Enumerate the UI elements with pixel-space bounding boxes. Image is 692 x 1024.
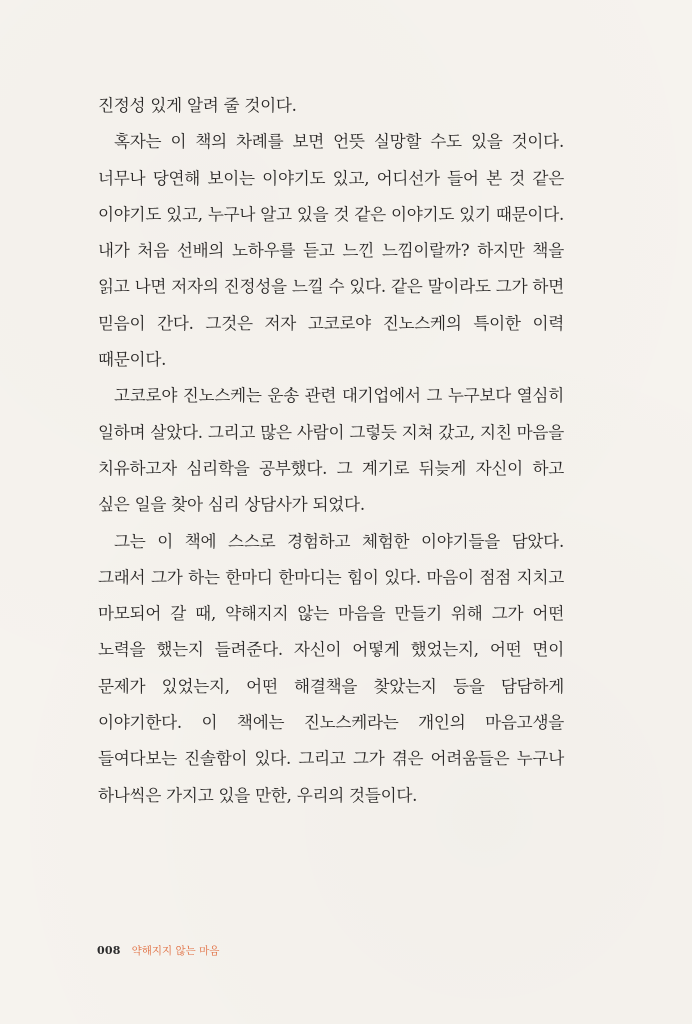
paragraph-book-content: 그는 이 책에 스스로 경험하고 체험한 이야기들을 담았다. 그래서 그가 하는 한마디 한마디는 힘이 있다. 마음이 점점 지치고 마모되어 갈 때, 약해지지 않는 마음을 만들기 위해 그가 어떤 노력을 했는지 들려준다. 자신이 어떻게 했었는지, 어떤 면이 문제가 있었는지, 어떤 해결책을 찾았는지 등을 담담하게 이야기한다. 이 책에는 진노스케라는 개인의 마음고생을 들여다보는 진솔함이 있다. 그리고 그가 겪은 어려움들은 누구나 하나씩은 가지고 있을 만한, 우리의 것들이다. bbox=[98, 531, 564, 805]
paragraph-table-of-contents: 혹자는 이 책의 차례를 보면 언뜻 실망할 수도 있을 것이다. 너무나 당연해 보이는 이야기도 있고, 어디선가 들어 본 것 같은 이야기도 있고, 누구나 알고 있을 것 같은 이야기도 있기 때문이다. 내가 처음 선배의 노하우를 듣고 느낀 느낌이랄까? 하지만 책을 읽고 나면 저자의 진정성을 느낄 수 있다. 같은 말이라도 그가 하면 믿음이 간다. 그것은 저자 고코로야 진노스케의 특이한 이력 때문이다. bbox=[98, 132, 564, 370]
page-footer bbox=[97, 943, 219, 959]
page-number: 008 bbox=[97, 944, 121, 957]
paragraph-continuation: 진정성 있게 알려 줄 것이다. bbox=[98, 96, 297, 115]
paragraph-author-background: 고코로야 진노스케는 운송 관련 대기업에서 그 누구보다 열심히 일하며 살았다. 그리고 많은 사람이 그렇듯 지쳐 갔고, 지친 마음을 치유하고자 심리학을 공부했다. 그 계기로 뒤늦게 자신이 하고 싶은 일을 찾아 심리 상담사가 되었다. bbox=[98, 386, 564, 515]
running-title: 약해지지 않는 마음 bbox=[131, 945, 220, 957]
body-text bbox=[98, 88, 564, 814]
